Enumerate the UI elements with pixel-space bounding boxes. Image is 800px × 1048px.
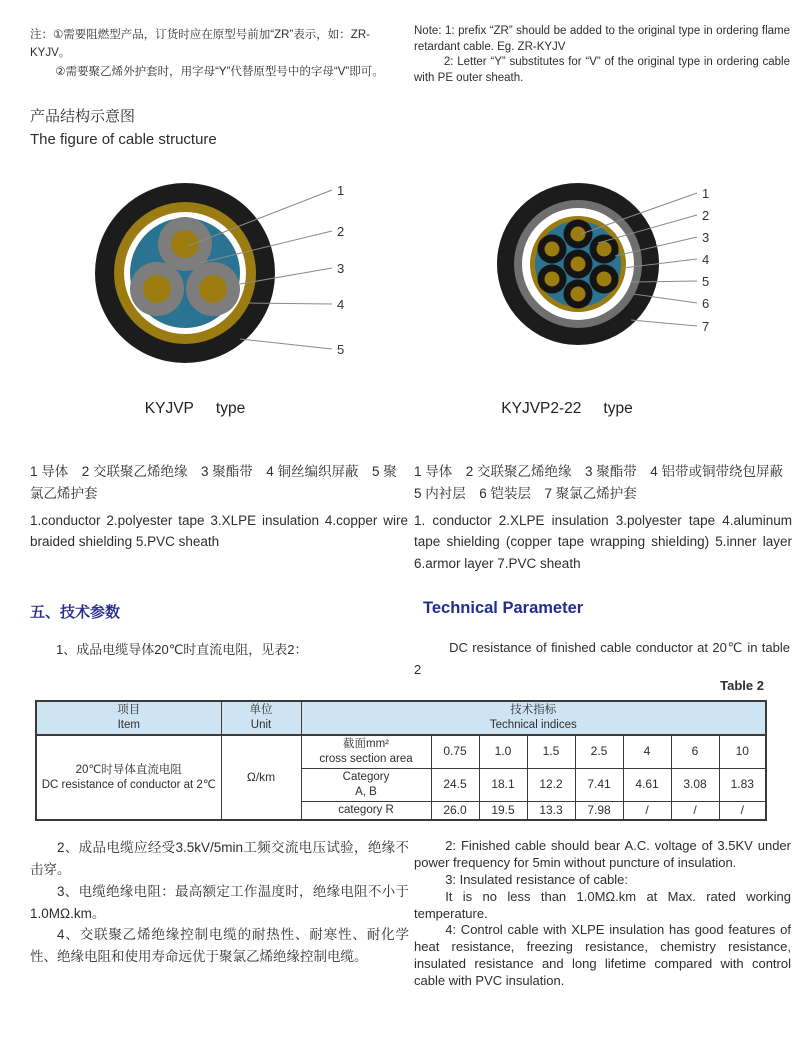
dc-resistance-table: [35, 700, 767, 821]
model-name: KYJVP2-22: [501, 400, 582, 417]
structure-desc-kyjvp: [30, 461, 408, 553]
callout-number: 5: [702, 274, 710, 289]
header-unit-cn: 单位: [249, 704, 273, 717]
header-indices-cn: 技术指标: [510, 704, 557, 717]
header-item: [36, 701, 221, 735]
value-cell: 18.1: [479, 768, 527, 801]
value-cell: 0.75: [431, 735, 479, 768]
cable-diagram-kyjvp2-22: [495, 182, 767, 352]
callout-number: 3: [337, 261, 345, 276]
tech-sub-cn: 1、成品电缆导体20℃时直流电阻，见表2：: [56, 642, 308, 657]
item-cell: [36, 735, 221, 820]
paragraph-en: 2: Finished cable should bear A.C. voltage of 3.5KV under power frequency for 5min without puncture of insulation.: [414, 838, 791, 870]
callout-number: 5: [337, 342, 345, 357]
paragraph-cn: 2、成品电缆应经受3.5kV/5min工频交流电压试验，绝缘不击穿。: [30, 840, 409, 877]
callout-number: 1: [337, 183, 345, 198]
tech-sub-en: DC resistance of finished cable conductor at 20℃ in table 2: [414, 640, 790, 678]
row-label-line1: Category: [342, 770, 390, 783]
header-unit-en: Unit: [250, 719, 272, 731]
value-cell: /: [671, 801, 719, 820]
paragraph-en: It is no less than 1.0MΩ.km at Max. rated working temperature.: [414, 888, 791, 921]
unit-cell: Ω/km: [221, 735, 301, 820]
model-name: KYJVP: [144, 400, 194, 417]
callout-number: 4: [702, 252, 710, 267]
row-label-line1: 截面mm²: [343, 738, 389, 750]
value-cell: 6: [671, 735, 719, 768]
callout-number: 7: [702, 319, 710, 334]
value-cell: 7.41: [575, 768, 623, 801]
value-cell: 24.5: [431, 768, 479, 801]
structure-desc-cn: 1 导体 2 交联聚乙烯绝缘 3 聚酯带 4 铜丝编织屏蔽 5 聚氯乙烯护套: [30, 464, 397, 502]
value-cell: 4: [623, 735, 671, 768]
notes-bottom-en: [414, 838, 791, 990]
tech-heading-cn: 五、技术参数: [30, 604, 121, 621]
row-label-line2: A, B: [355, 785, 377, 798]
structure-desc-kyjvp2-22: [414, 461, 797, 574]
paragraph-cn: 4、交联聚乙烯绝缘控制电缆的耐热性、耐寒性、耐化学性、绝缘电阻和使用寿命远优于聚氯乙烯绝缘控制电缆。: [30, 927, 409, 965]
note-english: [414, 24, 790, 86]
value-cell: 7.98: [575, 801, 623, 820]
row-label-cell: [301, 768, 431, 801]
value-cell: /: [719, 801, 766, 820]
item-en: DC resistance of conductor at 2℃: [41, 778, 216, 791]
value-cell: 10: [719, 735, 766, 768]
row-label-line2: cross section area: [319, 752, 413, 765]
structure-desc-en: 1.conductor 2.polyester tape 3.XLPE insulation 4.copper wire braided shielding 5.PVC sheath: [30, 512, 408, 550]
note-chinese: [30, 26, 408, 81]
type-label-kyjvp: [60, 400, 330, 418]
figure-title-cn: 产品结构示意图: [30, 108, 136, 125]
structure-desc-cn: 1 导体 2 交联聚乙烯绝缘 3 聚酯带 4 铝带或铜带绕包屏蔽 5 内衬层 6 铠装层 7 聚氯乙烯护套: [414, 464, 797, 502]
value-cell: /: [623, 801, 671, 820]
header-indices-en: Technical indices: [489, 719, 577, 731]
value-cell: 12.2: [527, 768, 575, 801]
callout-number: 6: [702, 296, 710, 311]
header-item-en: Item: [117, 719, 140, 731]
header-indices: [301, 701, 766, 735]
header-item-cn: 项目: [117, 704, 141, 717]
value-cell: 1.83: [719, 768, 766, 801]
row-label-cell: category R: [301, 801, 431, 820]
value-cell: 1.5: [527, 735, 575, 768]
callout-number: 2: [337, 224, 345, 239]
figure-title-en: The figure of cable structure: [30, 130, 217, 148]
paragraph-en: 4: Control cable with XLPE insulation has good features of heat resistance, freezing resistance, chemistry resistance, insulated resistance and long lifetime compared with control cable with PVC insulation.: [414, 922, 791, 989]
table-caption: Table 2: [720, 678, 764, 693]
item-cn: 20℃时导体直流电阻: [75, 763, 182, 776]
value-cell: 3.08: [671, 768, 719, 801]
row-label-cell: [301, 735, 431, 768]
value-cell: 1.0: [479, 735, 527, 768]
type-word: type: [603, 400, 633, 417]
note-english-line1: Note: 1: prefix “ZR” should be added to the original type in ordering flame retardant cable. Eg. ZR-KYJV: [414, 25, 790, 53]
structure-desc-en: 1. conductor 2.XLPE insulation 3.polyester tape 4.aluminum tape shielding (copper tape wrapping shielding) 5.inner layer 6.armor layer 7.PVC sheath: [414, 512, 792, 571]
value-cell: 13.3: [527, 801, 575, 820]
callout-number: 3: [702, 230, 710, 245]
value-cell: 2.5: [575, 735, 623, 768]
note-chinese-line2: ②需要聚乙烯外护套时，用字母“Y”代替原型号中的字母“V”即可。: [55, 65, 384, 78]
cable-diagram-kyjvp: [88, 176, 358, 376]
callout-number: 2: [702, 208, 710, 223]
type-word: type: [215, 400, 246, 417]
figure-title: [30, 106, 217, 151]
value-cell: 19.5: [479, 801, 527, 820]
table-row: [36, 735, 766, 768]
type-label-kyjvp2-22: [432, 400, 702, 418]
note-chinese-line1: 注：①需要阻燃型产品，订货时应在原型号前加“ZR”表示，如：ZR-KYJV。: [30, 29, 370, 60]
paragraph-cn: 3、电缆绝缘电阻：最高额定工作温度时，绝缘电阻不小于1.0MΩ.km。: [30, 883, 409, 921]
header-unit: [221, 701, 301, 735]
paragraph-en: 3: Insulated resistance of cable:: [445, 871, 629, 887]
value-cell: 26.0: [431, 801, 479, 820]
callout-number: 1: [702, 186, 710, 201]
callout-number: 4: [337, 297, 345, 312]
notes-bottom-cn: [30, 837, 409, 968]
table-header-row: [36, 701, 766, 735]
tech-heading-en: Technical Parameter: [423, 599, 584, 617]
note-english-line2: 2: Letter “Y” substitutes for “V” of the original type in ordering cable with PE outer sheath.: [414, 56, 790, 84]
value-cell: 4.61: [623, 768, 671, 801]
